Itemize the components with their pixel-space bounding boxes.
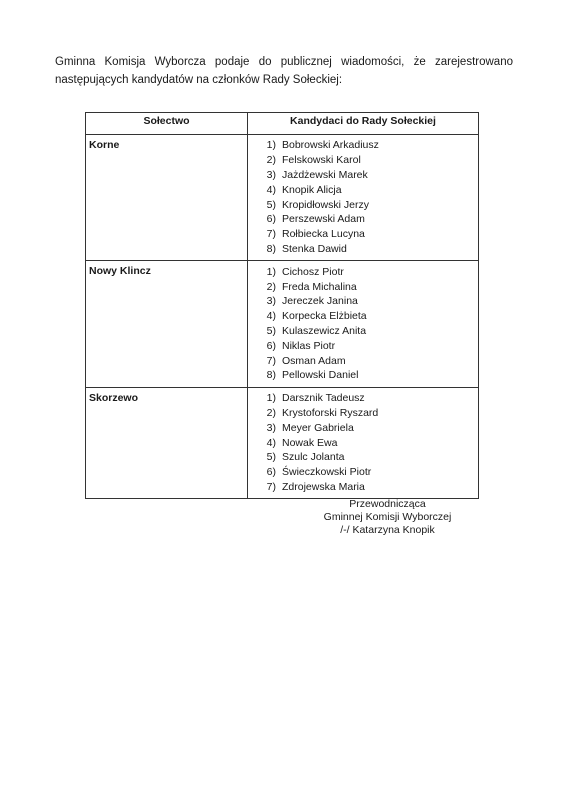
candidate-name: Nowak Ewa [282,436,338,449]
candidate-number: 1) [266,392,276,405]
list-item [248,212,478,227]
candidate-number: 5) [266,324,276,337]
candidate-number: 5) [266,198,276,211]
list-item [248,480,478,495]
candidate-name: Świeczkowski Piotr [282,466,372,479]
candidate-number: 4) [266,310,276,323]
list-item [248,353,478,368]
candidate-name: Cichosz Piotr [282,265,344,278]
candidate-number: 3) [266,168,276,181]
candidate-number: 6) [266,213,276,226]
candidate-number: 3) [266,295,276,308]
list-item [248,368,478,383]
list-item [248,391,478,406]
candidate-name: Rołbiecka Lucyna [282,228,365,241]
candidate-name: Jażdżewski Marek [282,168,368,181]
table-row [86,261,479,387]
list-item [248,450,478,465]
list-item [248,420,478,435]
candidate-name: Osman Adam [282,354,346,367]
candidate-name: Perszewski Adam [282,213,365,226]
list-item [248,153,478,168]
header-kandydaci: Kandydaci do Rady Sołeckiej [248,113,479,135]
candidate-number: 4) [266,183,276,196]
candidate-number: 8) [266,369,276,382]
candidate-name: Pellowski Daniel [282,369,359,382]
village-cell: Korne [86,135,248,261]
list-item [248,279,478,294]
candidate-number: 2) [266,406,276,419]
candidate-name: Kropidłowski Jerzy [282,198,369,211]
candidate-name: Jereczek Janina [282,295,358,308]
signature-title: Przewodnicząca [349,498,426,510]
intro-paragraph [55,53,513,89]
candidate-name: Darsznik Tadeusz [282,392,365,405]
signature-body: Gminnej Komisji Wyborczej [323,511,452,523]
candidate-number: 5) [266,451,276,464]
signature-name: /-/ Katarzyna Knopik [340,524,435,536]
candidate-number: 6) [266,339,276,352]
list-item [248,465,478,480]
candidate-name: Bobrowski Arkadiusz [282,139,379,152]
candidate-number: 6) [266,466,276,479]
list-item [248,406,478,421]
header-solectwo: Sołectwo [86,113,248,135]
candidate-number: 4) [266,436,276,449]
candidate-number: 3) [266,421,276,434]
list-item [248,294,478,309]
candidate-name: Szulc Jolanta [282,451,345,464]
candidate-name: Zdrojewska Maria [282,480,365,493]
list-item [248,197,478,212]
list-item [248,338,478,353]
candidates-cell [248,135,479,261]
list-item [248,242,478,257]
candidate-number: 1) [266,139,276,152]
list-item [248,309,478,324]
candidate-number: 7) [266,228,276,241]
intro-line-2: następujących kandydatów na członków Rady Sołeckiej: [55,74,343,86]
list-item [248,227,478,242]
table-row [86,135,479,261]
table-row [86,387,479,499]
candidate-name: Niklas Piotr [282,339,336,352]
table-body [86,135,479,499]
candidate-name: Krystoforski Ryszard [282,406,379,419]
table-header-row [86,113,479,135]
candidate-name: Knopik Alicja [282,183,342,196]
candidate-name: Meyer Gabriela [282,421,354,434]
candidate-name: Felskowski Karol [282,154,361,167]
candidate-number: 2) [266,154,276,167]
village-cell: Skorzewo [86,387,248,499]
list-item [248,435,478,450]
candidates-cell [248,261,479,387]
list-item [248,324,478,339]
list-item [248,138,478,153]
candidate-number: 7) [266,480,276,493]
candidate-name: Korpecka Elżbieta [282,310,367,323]
candidates-table [85,112,479,499]
intro-line-1: Gminna Komisja Wyborcza podaje do publicznej wiadomości, że zarejestrowano [55,56,513,68]
candidate-number: 8) [266,242,276,255]
candidate-name: Freda Michalina [282,280,357,293]
candidate-number: 1) [266,265,276,278]
list-item [248,168,478,183]
signature-block [300,498,475,537]
candidate-name: Kulaszewicz Anita [282,324,367,337]
list-item [248,264,478,279]
list-item [248,182,478,197]
candidate-number: 7) [266,354,276,367]
village-cell: Nowy Klincz [86,261,248,387]
candidate-name: Stenka Dawid [282,242,347,255]
candidates-cell [248,387,479,499]
candidate-number: 2) [266,280,276,293]
